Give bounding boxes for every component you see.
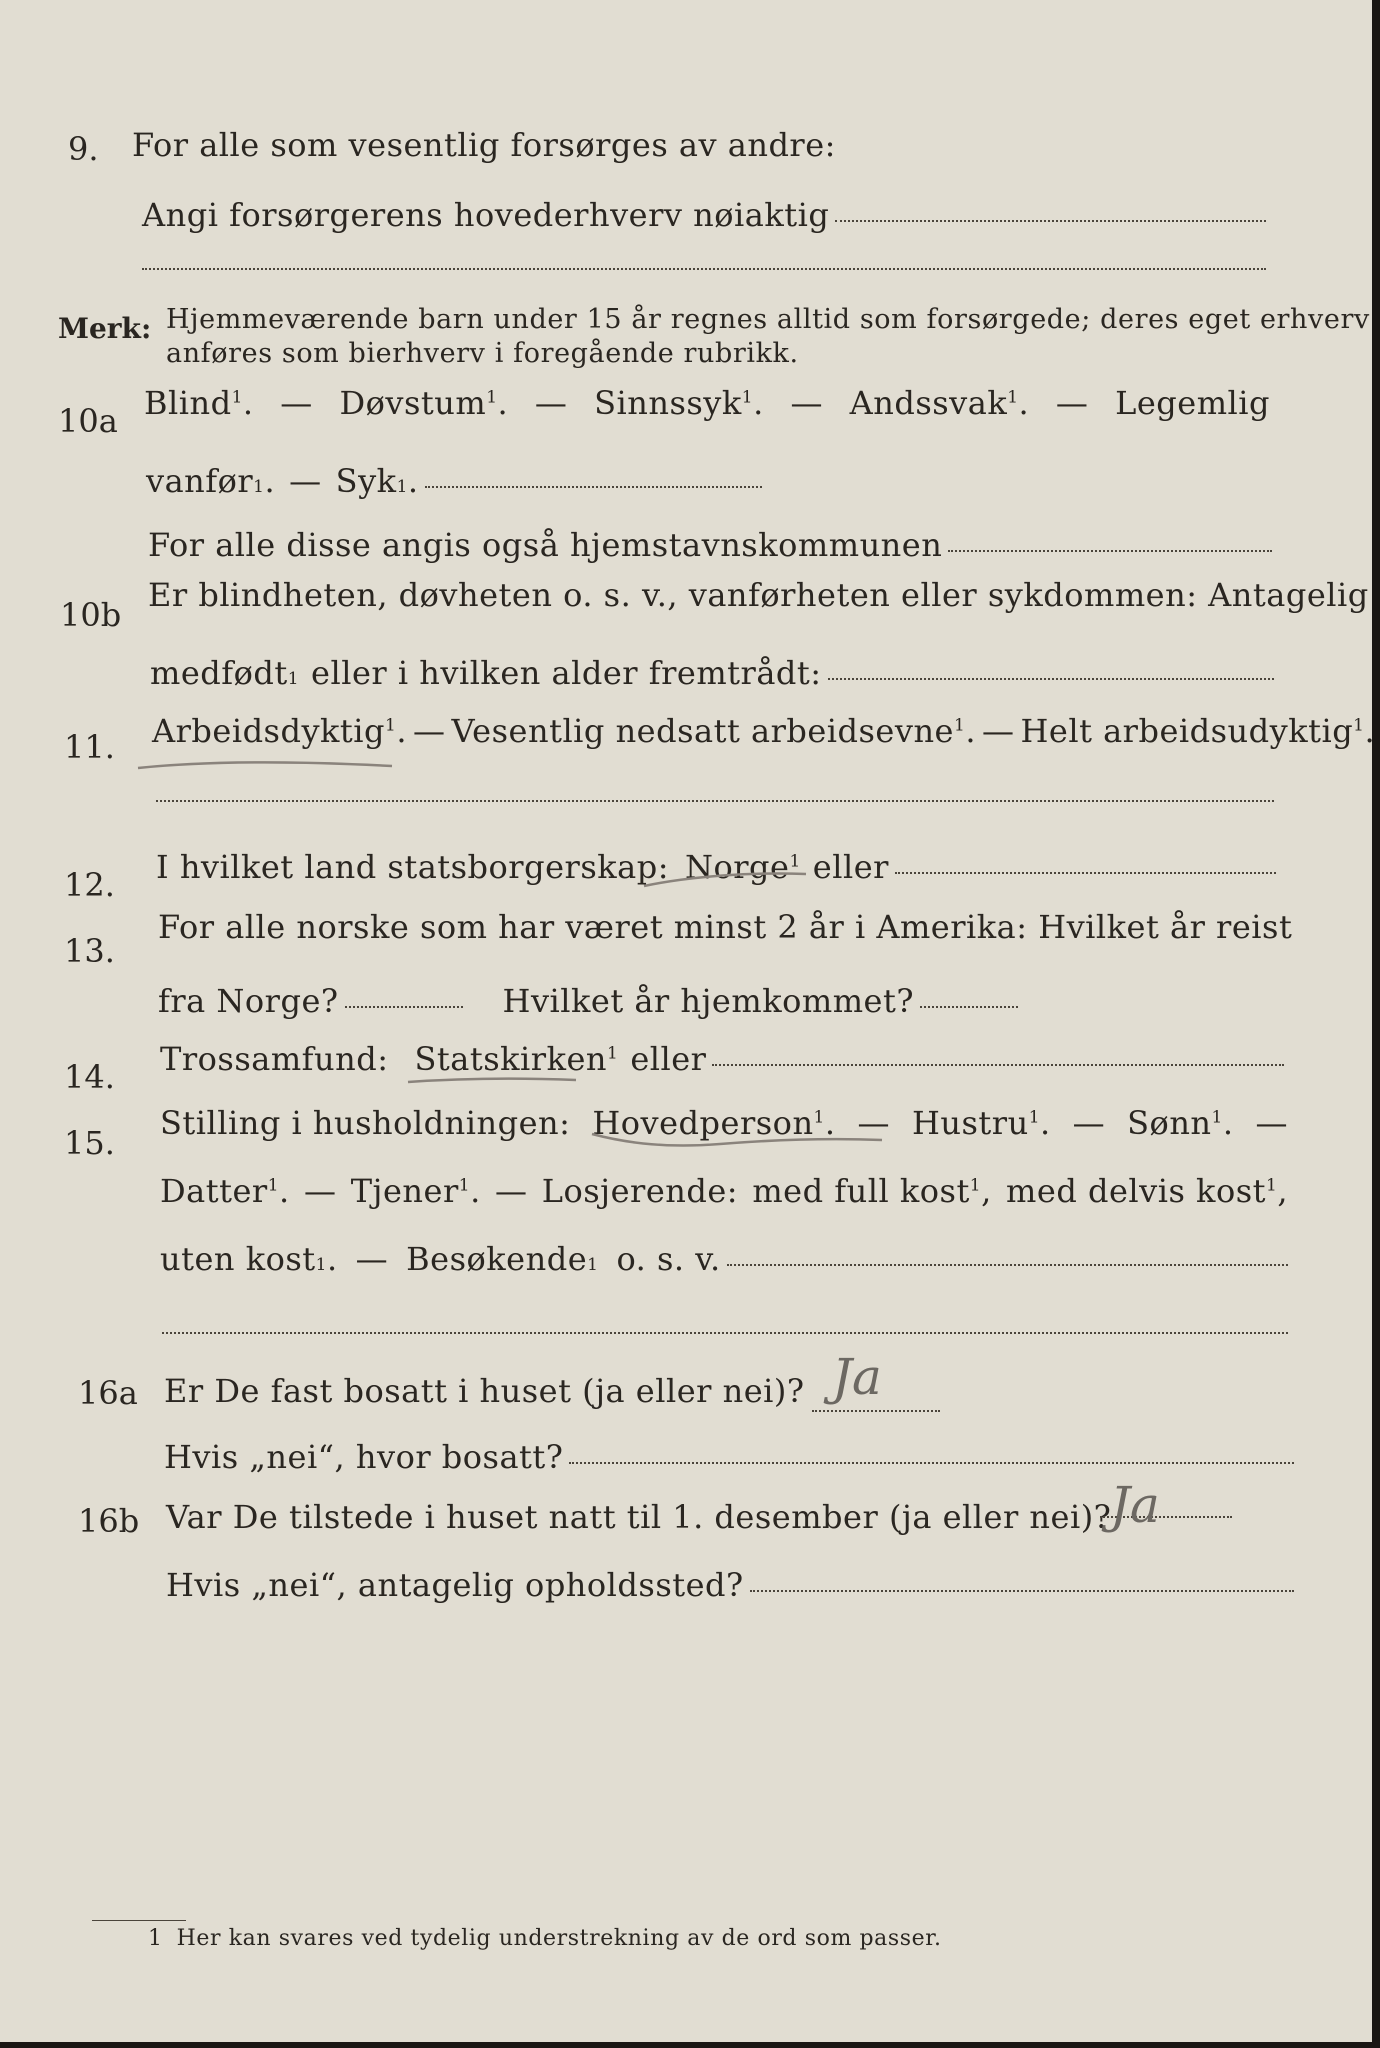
q9-line1: For alle som vesentlig forsørges av andre: [132, 126, 836, 164]
footnote-rule [92, 1920, 186, 1921]
merk-line2: anføres som bierhverv i foregående rubrikk. [166, 338, 799, 369]
q15-line2: Datter$^1$. — Tjener$^1$. — Losjerende: med full kost$^1$, med delvis kost$^1$, [160, 1172, 1288, 1210]
q14-line: Trossamfund: Statskirken$^1$ eller [160, 1040, 1284, 1078]
q11-underline-mark [136, 756, 396, 774]
q15-answer-line-2 [162, 1332, 1288, 1334]
q12-number: 12. [64, 866, 115, 904]
q16b-line2: Hvis „nei“, antagelig opholdssted? [166, 1566, 1294, 1604]
q10a-sinnssyk: Sinnssyk$^1$. [594, 384, 764, 422]
q16b-number: 16b [78, 1502, 140, 1540]
q10a-syk-line [425, 486, 762, 488]
q10a-legemlig: Legemlig [1115, 384, 1270, 422]
q11-vesentlig: Vesentlig nedsatt arbeidsevne$^1$. [451, 712, 976, 750]
q15-line1: Stilling i husholdningen: Hovedperson$^1$. — Hustru$^1$. — Sønn$^1$. — [160, 1104, 1288, 1142]
q12-answer-line [895, 872, 1276, 874]
q9-answer-line [835, 220, 1266, 222]
q16a-number: 16a [78, 1374, 138, 1412]
q15-sonn: Sønn$^1$. [1127, 1104, 1234, 1142]
q14-statskirken: Statskirken$^1$ [414, 1040, 619, 1078]
q10a-line2: vanfør 1 . — Syk 1 . [146, 462, 762, 500]
q13-hjemkommet-line [920, 1006, 1018, 1008]
q10a-dovstum: Døvstum$^1$. [339, 384, 509, 422]
q10a-kommune-line [948, 550, 1272, 552]
q9-line2 [142, 196, 1266, 234]
q9-answer-line-2 [142, 268, 1266, 270]
q12-underline-mark [642, 868, 810, 890]
q13-line1: For alle norske som har været minst 2 år i Amerika: Hvilket år reist [158, 908, 1293, 946]
q15-line3: uten kost 1 . — Besøkende 1 o. s. v. [160, 1240, 1288, 1278]
q15-hustru: Hustru$^1$. [911, 1104, 1051, 1142]
q16b-line1: Var De tilstede i huset natt til 1. desember (ja eller nei)? [166, 1498, 1112, 1536]
q14-number: 14. [64, 1058, 115, 1096]
q10a-line1: Blind$^1$. — Døvstum$^1$. — Sinnssyk$^1$. — Andssvak$^1$. — Legemlig [144, 384, 1270, 422]
q16a-line1: Er De fast bosatt i huset (ja eller nei)? [164, 1372, 805, 1410]
q15-hovedperson: Hovedperson$^1$. [592, 1104, 836, 1142]
q13-line2: fra Norge? Hvilket år hjemkommet? [158, 982, 1018, 1020]
q14-answer-line [712, 1064, 1284, 1066]
q12-norge: Norge$^1$ [684, 848, 801, 886]
q13-number: 13. [64, 932, 115, 970]
q9-line2-text: Angi forsørgerens hovederhverv nøiaktig [142, 196, 830, 234]
q15-number: 15. [64, 1124, 115, 1162]
q10b-line2: medfødt 1 eller i hvilken alder fremtrådt: [150, 654, 1274, 692]
q16b-handwritten-answer: Ja [1110, 1476, 1160, 1534]
q10b-answer-line [828, 678, 1274, 680]
footnote: 1 Her kan svares ved tydelig understrekning av de ord som passer. [148, 1926, 942, 1951]
q14-underline-mark [406, 1072, 580, 1088]
q15-answer-line [727, 1264, 1288, 1266]
q10a-blind: Blind$^1$. [144, 384, 254, 422]
q16b-opholdssted-line [750, 1590, 1294, 1592]
q16a-answer-line [812, 1410, 940, 1412]
q10a-line3: For alle disse angis også hjemstavnskommunen [148, 526, 1272, 564]
q10a-andssvak: Andssvak$^1$. [849, 384, 1030, 422]
q16a-handwritten-answer: Ja [832, 1348, 882, 1406]
q11-number: 11. [64, 728, 115, 766]
q16a-bosatt-line [569, 1462, 1294, 1464]
q10b-line1: Er blindheten, døvheten o. s. v., vanførheten eller sykdommen: Antagelig [148, 576, 1369, 614]
q11-answer-line [156, 800, 1274, 802]
q11-line: Arbeidsdyktig$^1$. — Vesentlig nedsatt arbeidsevne$^1$. — Helt arbeidsudyktig$^1$. [152, 712, 1376, 750]
q11-udyktig: Helt arbeidsudyktig$^1$. [1020, 712, 1376, 750]
q15-underline-mark [590, 1130, 886, 1154]
merk-line1: Hjemmeværende barn under 15 år regnes alltid som forsørgede; deres eget erhverv [166, 304, 1370, 335]
q13-reist-line [345, 1006, 463, 1008]
q10b-number: 10b [60, 596, 122, 634]
q10a-number: 10a [58, 402, 118, 440]
q9-number: 9. [68, 130, 99, 168]
q16a-line2: Hvis „nei“, hvor bosatt? [164, 1438, 1294, 1476]
q11-arbeidsdyktig: Arbeidsdyktig$^1$. [152, 712, 407, 750]
merk-label: Merk: [58, 312, 152, 345]
q12-line: I hvilket land statsborgerskap: Norge$^1$ eller [156, 848, 1276, 886]
